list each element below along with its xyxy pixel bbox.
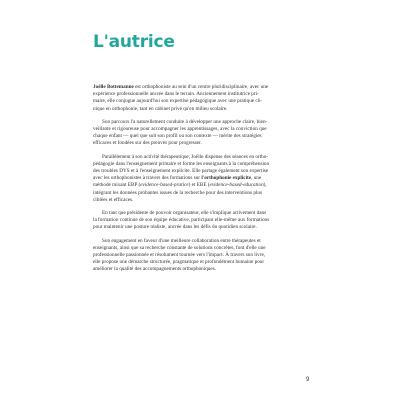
text-segment: ) et EBE ( <box>188 182 210 189</box>
text-segment: evidence-based-pratice <box>140 182 189 189</box>
text-segment: Son parcours l'a naturellement conduite à développer une approche claire, bien- veillante et rigoureuse pour accompagner les apprentissages, avec la conviction que chaque enfant — quel que soit son profil ou son contexte — mérite des stratégies efficaces et fondées sur des preuves pour progresser. <box>93 118 268 147</box>
text-segment: est orthophoniste au sein d'un centre pluridisciplinaire, avec une expérience professionnelle ancrée dans le terrain. Anciennement institutrice pri- maire, elle conjugue aujourd'hui son expertise pédagogique avec une pratique cli- nique en orthophonie, tant en cabinet privé qu'en milieu scolaire. <box>93 84 269 112</box>
paragraph-4 <box>93 210 315 232</box>
text-segment: , une méthode mixant EBP ( <box>93 175 262 189</box>
text-segment: evidence-based-education <box>209 182 264 189</box>
text-segment: Parallèlement à son activité thérapeutique, Joëlle dispense des séances en ortho- pédagogie dans l'enseignement primaire et forme les enseignants à la compréhension des troubles DYS et à l'enseignement explicite. Elle partage également son expertise avec les orthophonistes à travers des formations sur <box>93 153 270 182</box>
paragraph-1 <box>93 84 315 113</box>
paragraph-2 <box>93 119 315 148</box>
article-body <box>93 84 315 280</box>
text-segment: l'orthophonie explicite <box>201 175 252 182</box>
page-title: L'autrice <box>93 32 175 52</box>
page-number: 9 <box>306 377 310 383</box>
text-segment: Son engagement en faveur d'une meilleure collaboration entre thérapeutes et enseignants, ainsi que sa recherche constante de solutions concrètes, font d'elle une professionnelle passionnée et résolument tournée vers l'impact. À travers son livre, elle propose une démarche structurée, pragmatique et profondément humaine pour améliorer la qualité des accompagnements orthophoniques. <box>93 237 266 273</box>
text-segment: Joëlle Bottemanne <box>93 84 134 90</box>
text-segment: ), intégrant les données probantes issues de la recherche pour des interventions plus ciblées et efficaces. <box>93 182 267 203</box>
paragraph-5 <box>93 238 315 274</box>
paragraph-3 <box>93 154 315 204</box>
text-segment: En tant que présidente de pouvoir organisateur, elle s'implique activement dans la formation continue de son équipe éducative, participant elle-même aux formations pour maintenir une posture réaliste, ancrée dans les défis du quotidien scolaire. <box>93 210 270 231</box>
